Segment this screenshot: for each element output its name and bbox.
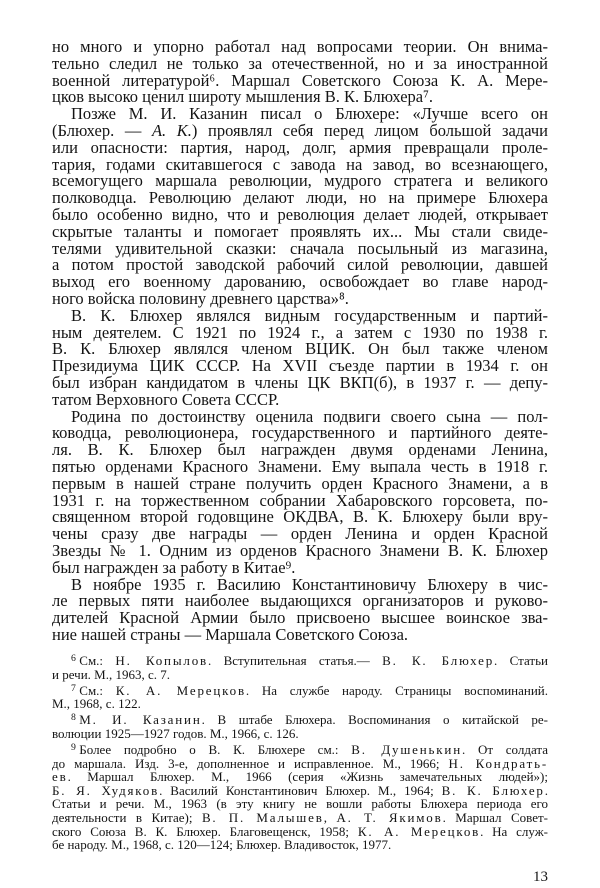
text-segment: . Статьи xyxy=(494,653,548,668)
spaced-author-name: К. А. Мерецков xyxy=(115,682,246,698)
footnote-line xyxy=(52,743,548,757)
body-line: выход его военному дарованию, освобождает во главе народ- xyxy=(52,272,548,292)
footnote xyxy=(52,654,548,681)
spaced-author-name: Н. Копылов xyxy=(115,653,208,668)
body-line: был награжден за работу в Китае⁹. xyxy=(52,557,296,577)
footnote xyxy=(52,684,548,711)
text-segment: , xyxy=(323,810,337,826)
footnote-line xyxy=(52,654,548,668)
footnote-line xyxy=(52,684,548,698)
body-paragraph xyxy=(52,406,548,577)
body-line: первым в нашей стране получить орден Красного Знамени, а в xyxy=(52,473,548,493)
body-line: дителей Красной Армии было присвоено высшее воинское зва- xyxy=(52,608,548,628)
spaced-author-name: В. П. Малышев xyxy=(201,810,324,826)
body-line: В. К. Блюхер являлся видным государственным и партий- xyxy=(71,305,548,325)
body-line: ководца, революционера, государственного и партийного деяте- xyxy=(52,423,548,443)
body-line: телями удивительной сказки: сначала посыльный из магазина, xyxy=(52,238,548,258)
body-line: чены сразу две награды — орден Ленина и орден Красной xyxy=(52,524,548,544)
text-segment: . Вступительная статья.— xyxy=(207,653,383,668)
body-line: Позже М. И. Казанин писал о Блюхере: «Лучше всего он xyxy=(71,104,548,124)
text-segment: . xyxy=(544,782,548,798)
footnote-line: М., 1968, с. 122. xyxy=(52,696,141,712)
italic-text: А. К. xyxy=(151,120,192,140)
footnote-line xyxy=(52,811,548,825)
text-segment: . На служ- xyxy=(480,823,549,839)
body-line: ля. В. К. Блюхер был награжден двумя орденами Ленина, xyxy=(52,440,548,460)
body-line: ние нашей страны — Маршала Советского Союза. xyxy=(52,624,409,644)
body-line: ле первых пяти наиболее выдающихся организаторов и руково- xyxy=(52,591,548,611)
text-segment: (Блюхер. — xyxy=(52,120,152,140)
body-line: Звезды № 1. Одним из орденов Красного Знамени В. К. Блюхер xyxy=(52,540,548,560)
body-line: военной литературой⁶. Маршал Советского Союза К. А. Мере- xyxy=(52,70,548,90)
body-paragraph xyxy=(52,39,548,106)
body-line: В. К. Блюхер являлся членом ВЦИК. Он был также членом xyxy=(52,339,548,359)
body-line: всемогущего маршала революции, мудрого стратега и великого xyxy=(52,171,548,191)
footnote-line xyxy=(52,770,548,784)
body-line: 1931 г. на торжественном собрании Хабаровского горсовета, по- xyxy=(52,490,548,510)
body-paragraph xyxy=(52,574,548,644)
body-line: В ноябре 1935 г. Василию Константиновичу Блюхеру в чис- xyxy=(71,574,548,594)
text-segment: . Маршал Блюхер. М., 1966 (серия «Жизнь замечательных людей»); xyxy=(67,769,548,785)
main-text xyxy=(52,39,548,644)
footnote-line: и речи. М., 1963, с. 7. xyxy=(52,666,170,682)
text-segment: ского Союза В. К. Блюхер. Благовещенск, 1958; xyxy=(52,823,358,839)
body-line: цков высоко ценил широту мышления В. К. Блюхера⁷. xyxy=(52,87,433,107)
footnote-line: бе народу. М., 1968, с. 120—124; Блюхер. Владивосток, 1977. xyxy=(52,837,392,853)
spaced-author-name: Н. Кондрать- xyxy=(448,755,548,771)
spaced-author-name: В. К. Блюхер xyxy=(441,782,545,798)
body-line: тельно следил не только за отечественной, но и за иностранной xyxy=(52,53,548,73)
body-line: скрытые таланты и помогает проявлять их... Мы стали свиде- xyxy=(52,221,548,241)
body-line: ного войска половину древнего царства»⁸. xyxy=(52,288,349,308)
text-segment: до маршала. Изд. 3-е, дополненное и исправленное. М., 1966; xyxy=(52,755,449,771)
footnote-line xyxy=(52,825,548,839)
text-segment: См.: xyxy=(79,653,116,668)
body-line: Родина по достоинству оценила подвиги своего сына — пол- xyxy=(71,406,548,426)
text-segment: . От солдата xyxy=(462,742,548,758)
footnote-line xyxy=(52,784,548,798)
spaced-author-name: К. А. Мерецков xyxy=(357,823,481,839)
footnote-line xyxy=(52,757,548,771)
footnote xyxy=(52,743,548,852)
body-line: священном второй годовщине ОКДВА, В. К. Блюхеру были вру- xyxy=(52,507,548,527)
text-segment: Более подробно о В. К. Блюхере см.: xyxy=(79,742,352,758)
body-line: Президиума ЦИК СССР. На XVII съезде партии в 1934 г. он xyxy=(52,356,548,376)
body-line: но много и упорно работал над вопросами теории. Он внима- xyxy=(52,37,548,56)
spaced-author-name: В. Душенькин xyxy=(351,742,462,758)
footnote-line: волюции 1925—1927 годов. М., 1966, с. 126. xyxy=(52,725,299,741)
spaced-author-name: ев xyxy=(52,769,68,785)
spaced-author-name: А. Т. Якимов xyxy=(336,810,443,826)
body-line: или опасности: партия, народ, долг, армия превращали проле- xyxy=(52,137,548,157)
text-segment: См.: xyxy=(79,682,116,698)
body-line: а потом простой заводской рабочий силой революции, давшей xyxy=(52,255,548,275)
spaced-author-name: Б. Я. Худяков xyxy=(52,782,160,798)
text-segment: . На службе народу. Страницы воспоминаний. xyxy=(245,682,548,698)
text-segment: ) проявлял себя перед лицом большой задачи xyxy=(191,120,548,140)
text-segment: . Василий Константинович Блюхер. М., 1964; xyxy=(159,782,442,798)
body-line: был избран кандидатом в члены ЦК ВКП(б), в 1937 г. — депу- xyxy=(52,372,548,392)
footnote xyxy=(52,713,548,740)
text-segment: деятельности в Китае); xyxy=(52,810,202,826)
footnote-marker: 9 xyxy=(71,742,76,754)
spaced-author-name: В. К. Блюхер xyxy=(382,653,495,668)
text-segment: . В штабе Блюхера. Воспоминания о китайской ре- xyxy=(201,712,548,728)
spaced-author-name: М. И. Казанин xyxy=(79,712,202,728)
body-line: полководца. Революцию делают люди, но на примере Блюхера xyxy=(52,188,548,208)
footnote-line xyxy=(52,713,548,727)
footnotes-section xyxy=(52,654,548,852)
footnote-marker: 8 xyxy=(71,712,76,724)
text-segment: . Маршал Совет- xyxy=(442,810,549,826)
footnote-marker: 7 xyxy=(71,682,76,694)
body-line: было особенно видно, что и революция делает людей, открывает xyxy=(52,204,548,224)
body-line: пятью орденами Красного Знамени. Ему выпала честь в 1918 г. xyxy=(52,456,548,476)
body-paragraph xyxy=(52,106,548,308)
body-line: ным деятелем. С 1921 по 1924 г., а затем с 1930 по 1938 г. xyxy=(52,322,548,342)
footnote-line: Статьи и речи. М., 1963 (в эту книгу не вошли работы Блюхера периода его xyxy=(52,796,548,812)
footnote-marker: 6 xyxy=(71,653,76,665)
body-paragraph xyxy=(52,305,548,409)
page-number: 13 xyxy=(533,869,548,885)
body-line: татом Верховного Совета СССР. xyxy=(52,389,280,409)
body-line: тария, годами скитавшегося с завода на завод, во всезнающего, xyxy=(52,154,548,174)
